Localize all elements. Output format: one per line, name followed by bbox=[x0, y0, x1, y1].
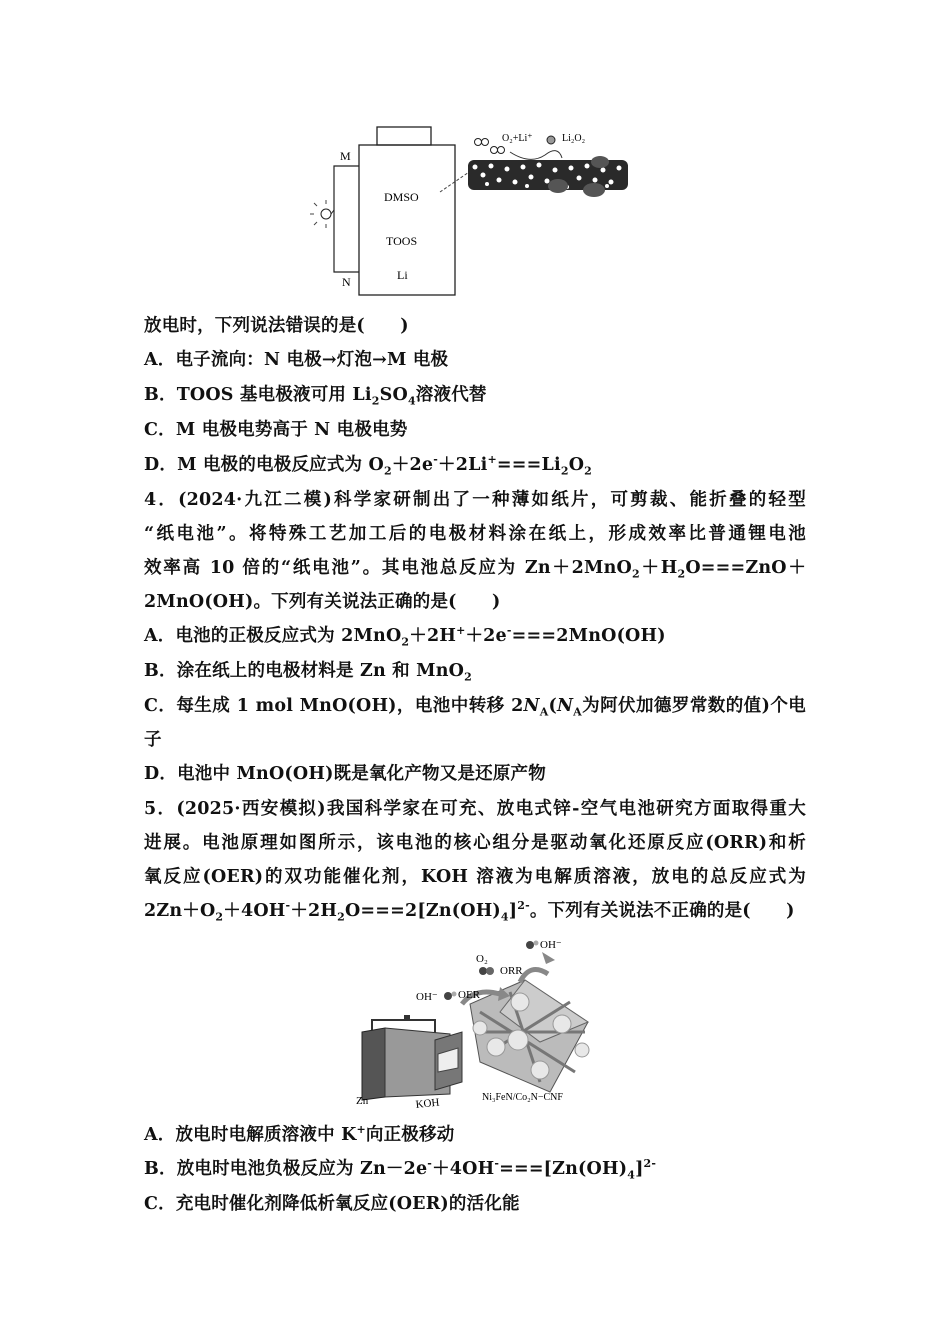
q3-option-d: D．M 电极的电极反应式为 $O_2+2e^-+2Li^+===Li_2O_2$ bbox=[144, 453, 593, 478]
bulb-icon bbox=[310, 200, 334, 228]
label-koh: KOH bbox=[415, 1096, 441, 1111]
oxygen-molecules bbox=[475, 139, 505, 154]
q5-option-b: B．放电时电池负极反应为 $Zn-2e^-+4OH^-===[Zn(OH)_4]^{2-}$ bbox=[144, 1157, 657, 1182]
q5-option-a: A．放电时电解质溶液中 K+向正极移动 bbox=[144, 1123, 455, 1145]
label-catalyst: Ni₃FeN/Co₂N−CNF bbox=[482, 1092, 563, 1103]
q4-stem-line-3: 效率高 10 倍的“纸电池”。其电池总反应为 $Zn+2MnO_2+H_2O===ZnO+$ bbox=[144, 558, 807, 581]
battery-1-diagram bbox=[300, 120, 640, 300]
label-zn: Zn bbox=[356, 1095, 369, 1107]
label-orr: ORR bbox=[500, 965, 523, 977]
label-m: M bbox=[340, 149, 351, 163]
zn-cell bbox=[362, 1015, 462, 1100]
catalyst-structure bbox=[470, 980, 589, 1092]
q4-option-a: A．电池的正极反应式为 2MnO$_2$＋2H+＋2e-===2MnO(OH) bbox=[144, 624, 666, 649]
q4-stem-line-1: 4．(2024·九江二模)科学家研制出了一种薄如纸片，可剪裁、能折叠的轻型 bbox=[144, 490, 806, 510]
q3-option-b: B．TOOS 基电极液可用 $Li_2SO_4$溶液代替 bbox=[144, 385, 487, 408]
oh-molecule-top-icon bbox=[526, 941, 539, 950]
label-li: Li bbox=[397, 268, 408, 282]
q4-option-c: C．每生成 1 mol MnO(OH)，电池中转移 $2N_A(N_A$为阿伏加德罗常数的值)个电 bbox=[144, 696, 806, 719]
q3-stem: 放电时，下列说法错误的是( ) bbox=[144, 316, 409, 336]
label-li2o2: Li₂O₂ bbox=[562, 133, 586, 144]
q3-option-c: C．M 电极电势高于 N 电极电势 bbox=[144, 420, 408, 440]
porous-cathode bbox=[468, 156, 628, 197]
label-n: N bbox=[342, 275, 351, 289]
q5-stem-line-3: 氧反应(OER)的双功能催化剂，KOH 溶液为电解质溶液，放电的总反应式为 bbox=[144, 867, 806, 887]
q5-stem-line-2: 进展。电池原理如图所示，该电池的核心组分是驱动氧化还原反应(ORR)和析 bbox=[144, 833, 806, 853]
label-oer: OER bbox=[458, 989, 480, 1001]
q5-stem-line-1: 5．(2025·西安模拟)我国科学家在可充、放电式锌-空气电池研究方面取得重大 bbox=[144, 799, 806, 819]
q4-option-c-cont: 子 bbox=[144, 730, 162, 750]
battery-2-diagram bbox=[350, 932, 610, 1112]
q5-stem-line-4: $2Zn+O_2+4OH^-+2H_2O===2[Zn(OH)_4]^{2-}$。下列有关说法不正确的是( ) bbox=[144, 899, 795, 924]
label-oh-top: OH⁻ bbox=[540, 939, 562, 951]
oh-molecule-left-icon bbox=[444, 992, 457, 1001]
q4-option-d: D．电池中 MnO(OH)既是氧化产物又是还原产物 bbox=[144, 764, 546, 784]
q5-option-c: C．充电时催化剂降低析氧反应(OER)的活化能 bbox=[144, 1194, 520, 1214]
q4-stem-line-4: 2MnO(OH)。下列有关说法正确的是( ) bbox=[144, 592, 501, 612]
label-toos: TOOS bbox=[386, 234, 418, 248]
figure-battery-1 bbox=[300, 120, 640, 300]
o2-molecule-icon bbox=[479, 967, 494, 975]
q4-option-b: B．涂在纸上的电极材料是 Zn 和 MnO$_2$ bbox=[144, 661, 472, 684]
figure-battery-2 bbox=[350, 932, 610, 1112]
label-oh-left: OH⁻ bbox=[416, 991, 438, 1003]
label-dmso: DMSO bbox=[384, 190, 419, 204]
li2o2-particle-icon bbox=[547, 136, 555, 144]
q3-option-a: A．电子流向：N 电极→灯泡→M 电极 bbox=[144, 350, 449, 370]
label-o2: O₂ bbox=[476, 953, 488, 965]
q4-stem-line-2: “纸电池”。将特殊工艺加工后的电极材料涂在纸上，形成效率比普通锂电池 bbox=[144, 524, 806, 544]
label-o2-li: O₂+Li⁺ bbox=[502, 133, 533, 144]
